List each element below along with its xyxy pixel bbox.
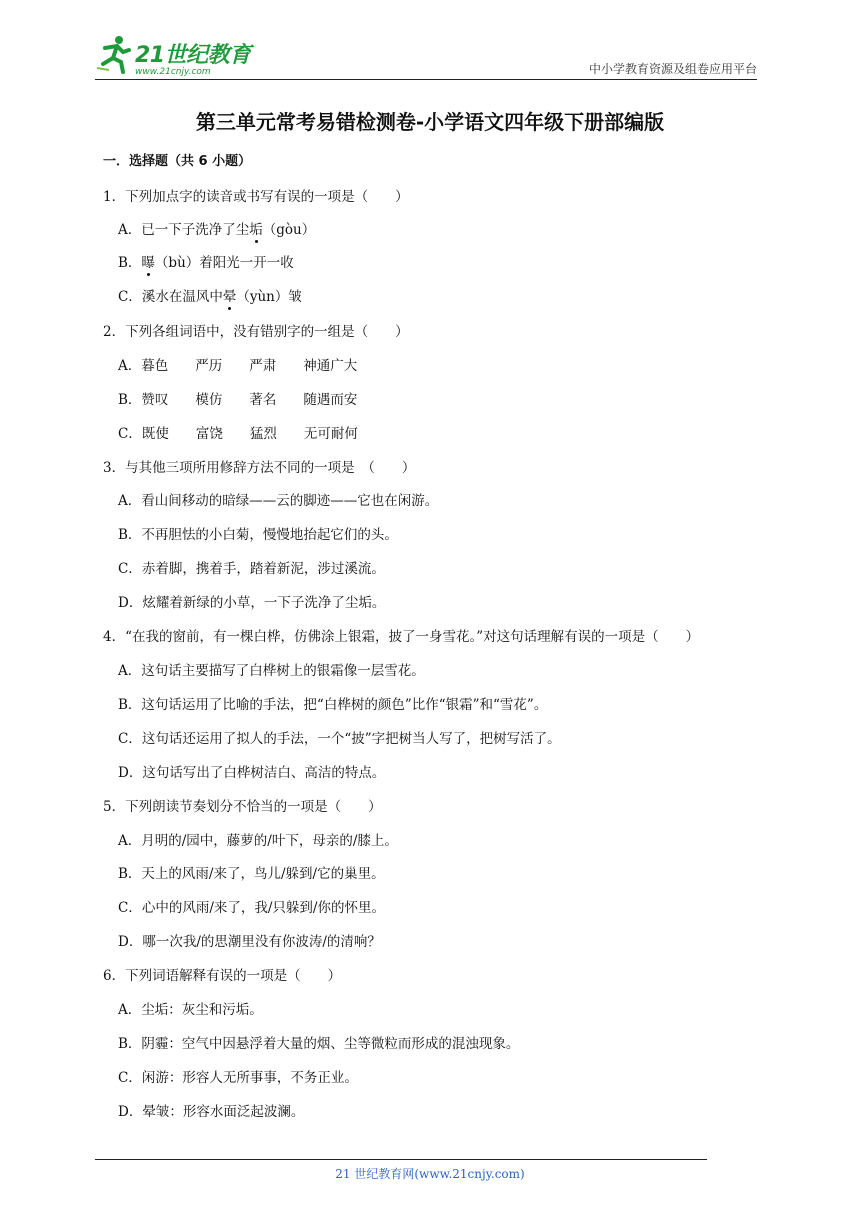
question-4-stem: 4．“在我的窗前，有一棵白桦，仿佛涂上银霜，披了一身雪花。”对这句话理解有误的一项是（ ）	[103, 629, 700, 645]
page-title: 第三单元常考易错检测卷-小学语文四年级下册部编版	[195, 110, 665, 134]
question-5-stem: 5．下列朗读节奏划分不恰当的一项是（ ）	[103, 799, 382, 815]
question-2-option-a: A．暮色 严历 严肃 神通广大	[118, 358, 358, 374]
question-2-stem: 2．下列各组词语中，没有错别字的一组是（ ）	[103, 324, 409, 340]
header-platform-text: 中小学教育资源及组卷应用平台	[588, 62, 757, 76]
question-1-option-c: C．溪水在温风中晕（yùn）皱	[118, 285, 302, 305]
runner-logo-icon	[95, 34, 135, 74]
question-1-stem: 1．下列加点字的读音或书写有误的一项是（ ）	[103, 189, 409, 205]
question-6-stem: 6．下列词语解释有误的一项是（ ）	[103, 968, 342, 984]
question-6-option-d: D．晕皱：形容水面泛起波澜。	[118, 1104, 305, 1120]
footer-divider	[95, 1159, 707, 1160]
logo-main-text: 21世纪教育	[135, 43, 251, 68]
question-6-option-b: B．阴霾：空气中因悬浮着大量的烟、尘等微粒而形成的混浊现象。	[118, 1036, 520, 1052]
question-1-option-a: A．已一下子洗净了尘垢（gòu）	[118, 218, 315, 238]
question-5-option-a: A．月明的/园中，藤萝的/叶下，母亲的/膝上。	[118, 833, 398, 849]
question-4-option-a: A．这句话主要描写了白桦树上的银霜像一层雪花。	[118, 663, 425, 679]
question-2-option-b: B．赞叹 模仿 著名 随遇而安	[118, 392, 358, 408]
question-4-option-c: C．这句话还运用了拟人的手法，一个“披”字把树当人写了，把树写活了。	[118, 731, 561, 747]
question-6-option-c: C．闲游：形容人无所事事，不务正业。	[118, 1070, 358, 1086]
question-2-option-c: C．既使 富饶 猛烈 无可耐何	[118, 426, 358, 442]
question-4-option-b: B．这句话运用了比喻的手法，把“白桦树的颜色”比作“银霜”和“雪花”。	[118, 697, 548, 713]
section-heading: 一．选择题（共 6 小题）	[103, 154, 252, 169]
page-header	[95, 34, 757, 80]
question-5-option-b: B．天上的风雨/来了，鸟儿/躲到/它的巢里。	[118, 866, 385, 882]
question-3-option-d: D．炫耀着新绿的小草，一下子洗净了尘垢。	[118, 595, 386, 611]
dotted-char: 垢	[249, 218, 263, 238]
question-3-option-a: A．看山间移动的暗绿——云的脚迹——它也在闲游。	[118, 493, 439, 509]
logo-sub-text: www.21cnjy.com	[135, 67, 211, 77]
question-6-option-a: A．尘垢：灰尘和污垢。	[118, 1002, 263, 1018]
logo	[95, 34, 251, 77]
question-1-option-b: B．曝（bù）着阳光一开一收	[118, 251, 294, 271]
question-3-option-c: C．赤着脚，携着手，踏着新泥，涉过溪流。	[118, 561, 385, 577]
header-divider	[95, 79, 757, 80]
question-5-option-d: D．哪一次我/的思潮里没有你波涛/的清响？	[118, 934, 381, 950]
dotted-char: 曝	[141, 251, 155, 271]
question-4-option-d: D．这句话写出了白桦树洁白、高洁的特点。	[118, 765, 386, 781]
footer-link[interactable]: 21 世纪教育网(www.21cnjy.com)	[335, 1167, 525, 1181]
question-5-option-c: C．心中的风雨/来了，我/只躲到/你的怀里。	[118, 900, 385, 916]
question-3-stem: 3．与其他三项所用修辞方法不同的一项是 （ ）	[103, 460, 416, 476]
question-3-option-b: B．不再胆怯的小白菊，慢慢地抬起它们的头。	[118, 527, 398, 543]
dotted-char: 晕	[223, 285, 237, 305]
